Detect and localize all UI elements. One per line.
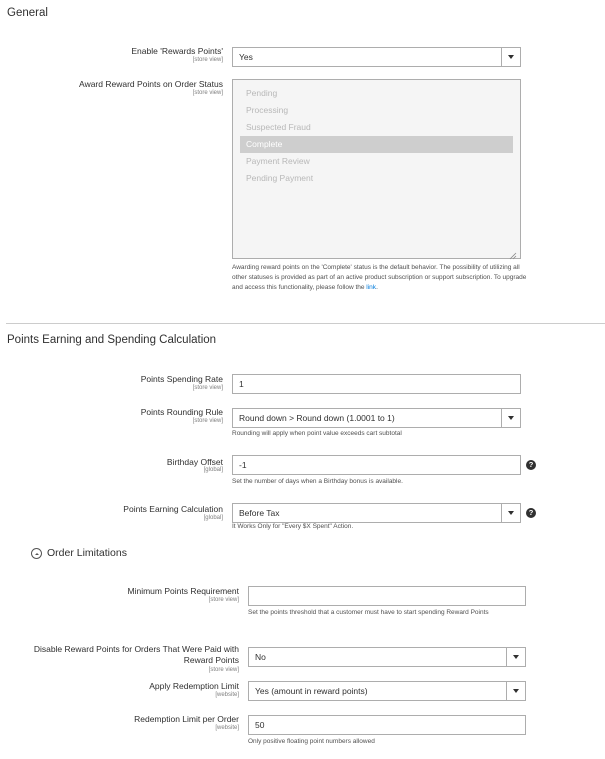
disable-paid-value: No (255, 652, 266, 662)
upgrade-link[interactable]: link (366, 284, 377, 291)
limit-per-order-label: Redemption Limit per Order (134, 714, 239, 724)
redemption-limit-select[interactable] (248, 681, 526, 701)
chevron-down-icon (501, 48, 520, 66)
section-divider (6, 323, 605, 324)
min-points-note: Set the points threshold that a customer must have to start spending Reward Points (248, 609, 489, 616)
earning-calc-label: Points Earning Calculation (123, 504, 223, 514)
spending-rate-label: Points Spending Rate (140, 374, 223, 384)
birthday-offset-note: Set the number of days when a Birthday bonus is available. (232, 478, 403, 485)
earning-calc-value: Before Tax (239, 508, 280, 518)
award-status-label: Award Reward Points on Order Status (79, 79, 223, 89)
award-status-scope: [store view] (192, 90, 223, 96)
enable-rewards-select[interactable] (232, 47, 521, 67)
rounding-rule-value: Round down > Round down (1.0001 to 1) (239, 413, 395, 423)
limit-per-order-note: Only positive floating point numbers allowed (248, 738, 375, 745)
order-status-option[interactable]: Processing (246, 105, 289, 115)
redemption-limit-value: Yes (amount in reward points) (255, 686, 368, 696)
award-status-multiselect[interactable] (232, 79, 521, 259)
disable-paid-scope: [store view] (208, 667, 239, 673)
calculation-section-title[interactable]: Points Earning and Spending Calculation (7, 334, 217, 346)
birthday-offset-scope: [global] (203, 467, 223, 473)
birthday-offset-label: Birthday Offset (166, 457, 223, 467)
collapse-icon[interactable] (31, 548, 42, 559)
order-status-option[interactable]: Suspected Fraud (246, 122, 311, 132)
redemption-limit-label: Apply Redemption Limit (149, 681, 239, 691)
help-icon[interactable]: ? (526, 460, 536, 470)
enable-rewards-label: Enable 'Rewards Points' (131, 46, 223, 56)
chevron-down-icon (506, 682, 525, 700)
rounding-rule-select[interactable] (232, 408, 521, 428)
enable-rewards-scope: [store view] (192, 57, 223, 63)
chevron-down-icon (501, 504, 520, 522)
rounding-rule-scope: [store view] (192, 418, 223, 424)
award-status-note-end: . (376, 284, 378, 291)
earning-calc-scope: [global] (203, 515, 223, 521)
earning-calc-select[interactable] (232, 503, 521, 523)
spending-rate-scope: [store view] (192, 385, 223, 391)
spending-rate-input[interactable]: 1 (232, 374, 521, 394)
rounding-rule-note: Rounding will apply when point value exceeds cart subtotal (232, 430, 402, 437)
award-status-options (233, 80, 520, 187)
chevron-down-icon (501, 409, 520, 427)
earning-calc-note: It Works Only for "Every $X Spent" Action. (232, 523, 354, 530)
disable-paid-select[interactable] (248, 647, 526, 667)
birthday-offset-input[interactable]: -1 (232, 455, 521, 475)
min-points-scope: [store view] (208, 597, 239, 603)
limit-per-order-input[interactable]: 50 (248, 715, 526, 735)
award-status-note (232, 263, 527, 293)
limit-per-order-scope: [website] (215, 725, 239, 731)
disable-paid-label: Disable Reward Points for Orders That Were Paid with Reward Points (33, 644, 239, 665)
help-icon[interactable]: ? (526, 508, 536, 518)
rounding-rule-label: Points Rounding Rule (140, 407, 223, 417)
order-limitations-title[interactable]: Order Limitations (47, 547, 127, 559)
min-points-label: Minimum Points Requirement (127, 586, 239, 596)
resize-handle-icon[interactable] (509, 247, 517, 255)
redemption-limit-scope: [website] (215, 692, 239, 698)
enable-rewards-value: Yes (239, 52, 253, 62)
min-points-input[interactable] (248, 586, 526, 606)
chevron-down-icon (506, 648, 525, 666)
order-status-option[interactable]: Payment Review (246, 156, 310, 166)
order-status-option[interactable]: Complete (240, 136, 513, 153)
general-section-title[interactable]: General (7, 7, 48, 19)
award-status-note-text: Awarding reward points on the 'Complete' status is the default behavior. The possibility of utilizing all other statuses is provided as part of an active product subscription or support subscription. To upgrade and access this functionality, please follow the (232, 264, 527, 291)
order-status-option[interactable]: Pending (246, 88, 278, 98)
order-status-option[interactable]: Pending Payment (246, 173, 314, 183)
